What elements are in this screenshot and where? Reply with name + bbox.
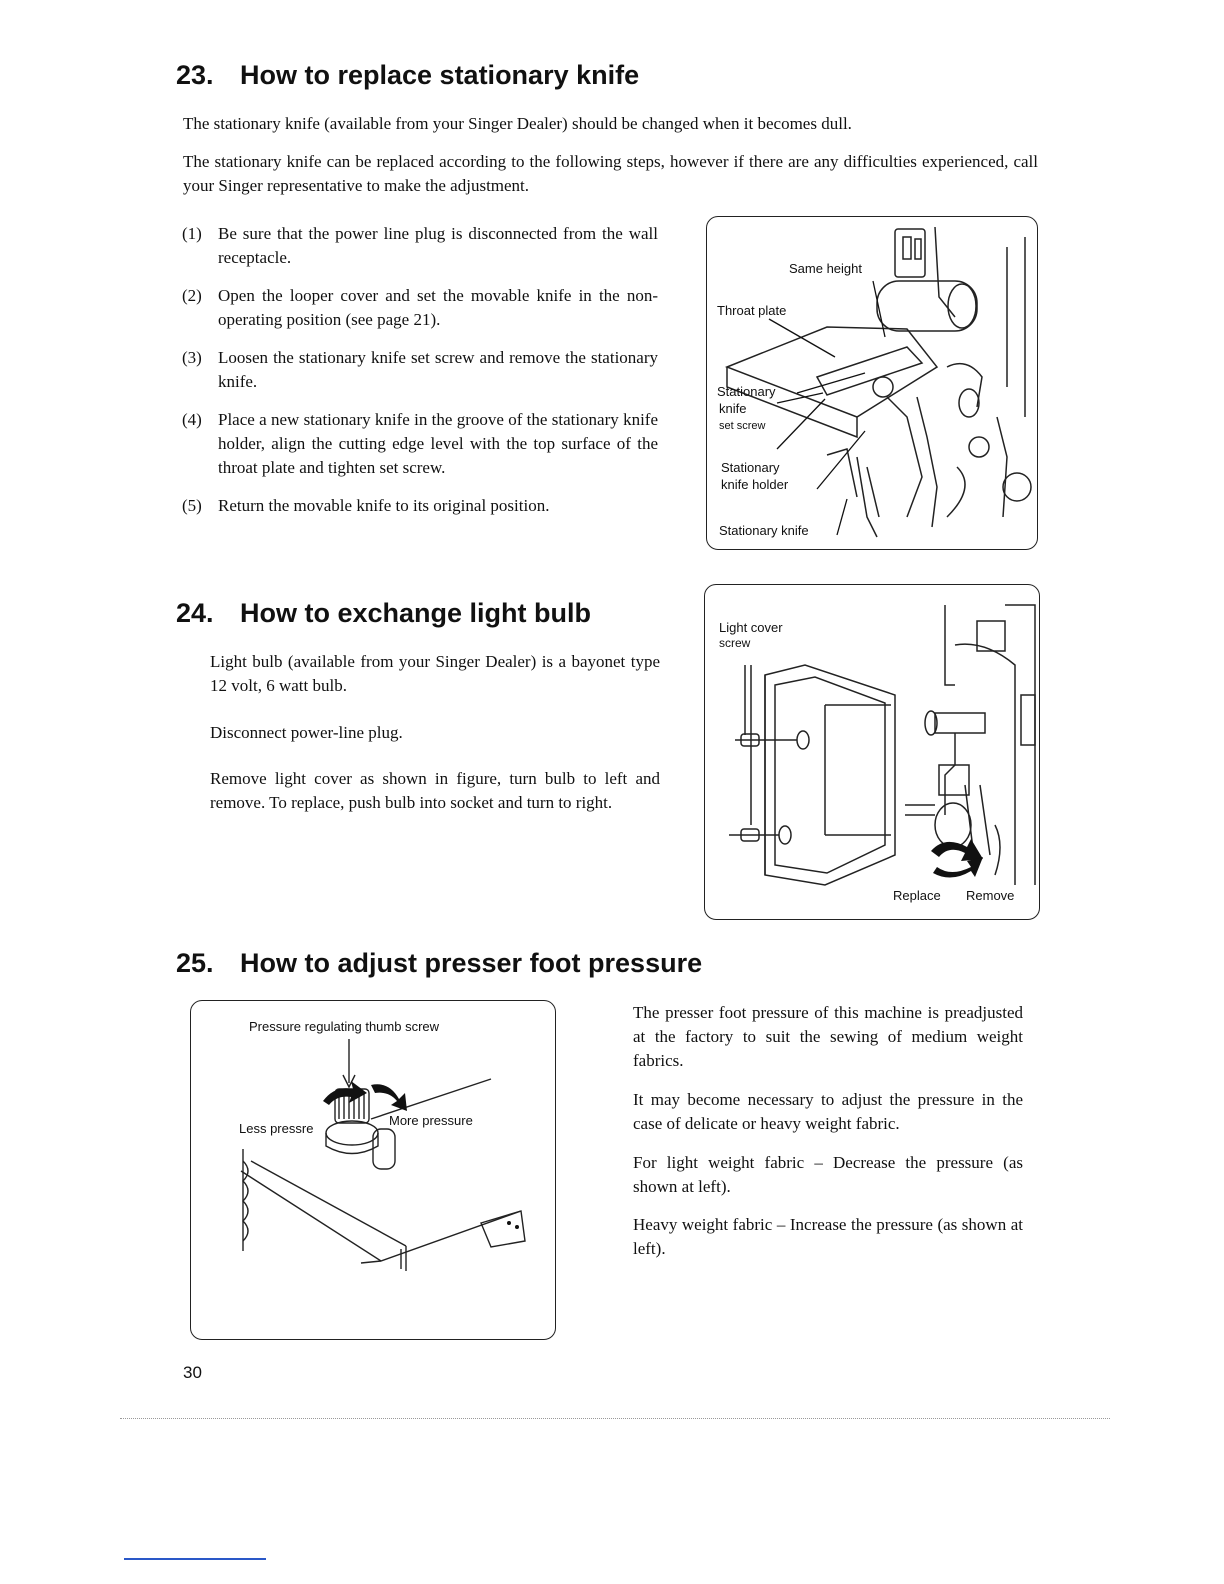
label-more-pressure: More pressure (389, 1113, 473, 1128)
step-index: (3) (182, 348, 202, 367)
section-25-para-4: Heavy weight fabric – Increase the pressure (as shown at left). (633, 1215, 1023, 1258)
section-25-para-1: The presser foot pressure of this machine is preadjusted at the factory to suit the sewing of medium weight fabrics. (633, 1003, 1023, 1070)
section-25-title: How to adjust presser foot pressure (240, 948, 703, 978)
label-set-screw-3: set screw (719, 420, 766, 432)
section-25-para-3: For light weight fabric – Decrease the pressure (as shown at left). (633, 1153, 1023, 1196)
section-24-para-1: Light bulb (available from your Singer Dealer) is a bayonet type 12 volt, 6 watt bulb. (210, 652, 660, 695)
label-less-pressure: Less pressre (239, 1121, 314, 1136)
presser-foot-figure (190, 1000, 556, 1340)
section-24-para-2: Disconnect power-line plug. (210, 723, 403, 742)
step-2 (182, 284, 658, 332)
label-set-screw-1: Stationary (717, 384, 776, 399)
section-25-number: 25. (176, 948, 214, 978)
step-text: Be sure that the power line plug is disconnected from the wall receptacle. (218, 224, 658, 267)
label-remove: Remove (966, 888, 1015, 903)
label-screw: screw (719, 636, 751, 650)
scan-edge-line (120, 1418, 1110, 1419)
section-25-heading (176, 948, 702, 979)
label-same-height: Same height (789, 261, 862, 276)
page-number: 30 (183, 1363, 202, 1382)
section-25-para-2: It may become necessary to adjust the pressure in the case of delicate or heavy weight fabric. (633, 1090, 1023, 1133)
light-bulb-illustration (705, 585, 1039, 919)
label-light-cover: Light cover (719, 620, 783, 635)
stationary-knife-illustration (707, 217, 1037, 549)
step-3 (182, 346, 658, 394)
label-thumb-screw: Pressure regulating thumb screw (249, 1019, 440, 1034)
section-23-heading (176, 60, 639, 91)
stationary-knife-figure (706, 216, 1038, 550)
step-5 (182, 494, 658, 518)
label-stationary-knife: Stationary knife (719, 523, 809, 538)
step-index: (1) (182, 224, 202, 243)
footnote-rule (124, 1558, 266, 1560)
section-24-title: How to exchange light bulb (240, 598, 591, 628)
step-text: Place a new stationary knife in the groove of the stationary knife holder, align the cutting edge level with the top surface of the throat plate and tighten set screw. (218, 410, 658, 477)
section-23-title: How to replace stationary knife (240, 60, 640, 90)
step-1 (182, 222, 658, 270)
section-24-heading (176, 598, 591, 629)
label-knife-holder-2: knife holder (721, 477, 789, 492)
step-text: Loosen the stationary knife set screw and remove the stationary knife. (218, 348, 658, 391)
step-text: Open the looper cover and set the movable knife in the non-operating position (see page 21). (218, 286, 658, 329)
step-text: Return the movable knife to its original position. (218, 496, 550, 515)
section-24-number: 24. (176, 598, 214, 628)
step-4 (182, 408, 658, 480)
presser-foot-illustration (191, 1001, 555, 1339)
section-23-intro-2: The stationary knife can be replaced according to the following steps, however if there are any difficulties experienced, call your Singer representative to make the adjustment. (183, 152, 1038, 195)
section-23-number: 23. (176, 60, 214, 90)
section-23-steps (182, 222, 658, 532)
label-set-screw-2: knife (719, 401, 747, 416)
section-23-intro-1: The stationary knife (available from your Singer Dealer) should be changed when it becomes dull. (183, 114, 852, 133)
step-index: (4) (182, 410, 202, 429)
label-replace: Replace (893, 888, 941, 903)
section-24-para-3: Remove light cover as shown in figure, turn bulb to left and remove. To replace, push bulb into socket and turn to right. (210, 769, 660, 812)
label-knife-holder-1: Stationary (721, 460, 780, 475)
label-throat-plate: Throat plate (717, 303, 787, 318)
light-bulb-figure (704, 584, 1040, 920)
step-index: (5) (182, 496, 202, 515)
step-index: (2) (182, 286, 202, 305)
